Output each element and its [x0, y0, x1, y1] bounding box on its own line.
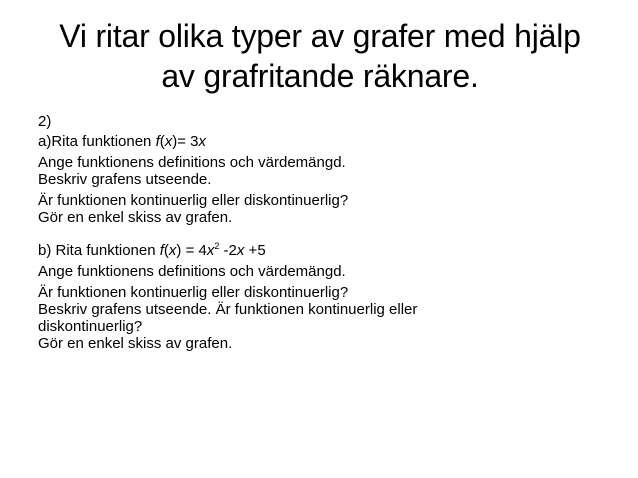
part-a-open: (	[159, 133, 165, 150]
part-b-f: f	[159, 242, 164, 259]
slide-title	[30, 16, 610, 96]
title-line-1: Vi ritar olika typer av grafer med hjälp	[59, 18, 581, 54]
part-b-kontinuerlig: Är funktionen kontinuerlig eller diskontinuerlig?	[38, 284, 349, 301]
part-b-exponent: 2	[214, 241, 220, 251]
part-b-heading	[38, 242, 598, 259]
task-number: 2)	[38, 113, 52, 130]
part-b-diskontinuerlig: diskontinuerlig?	[38, 318, 143, 335]
part-a-skiss: Gör en enkel skiss av grafen.	[38, 209, 233, 226]
part-a-heading	[38, 133, 598, 150]
slide-body	[38, 113, 598, 352]
part-b-prefix: b) Rita funktionen	[38, 242, 160, 259]
part-b-x-squared: x	[206, 242, 215, 259]
part-a-kontinuerlig: Är funktionen kontinuerlig eller diskontinuerlig?	[38, 192, 349, 209]
part-b-plus: +5	[244, 242, 266, 259]
part-a-close: )= 3	[172, 133, 199, 150]
part-b-minus: -2	[219, 242, 237, 259]
part-a-f: f	[155, 133, 160, 150]
part-b-skiss: Gör en enkel skiss av grafen.	[38, 335, 233, 352]
part-a-prefix: a)Rita funktionen	[38, 133, 156, 150]
part-b-ange: Ange funktionens definitions och värdemängd.	[38, 263, 346, 280]
part-b-x: x	[168, 242, 177, 259]
part-a-x: x	[164, 133, 173, 150]
part-b-x-linear: x	[236, 242, 245, 259]
part-b-beskriv: Beskriv grafens utseende. Är funktionen kontinuerlig eller	[38, 301, 418, 318]
part-a-ange: Ange funktionens definitions och värdemängd.	[38, 154, 346, 171]
part-a-beskriv: Beskriv grafens utseende.	[38, 171, 212, 188]
part-a-x2: x	[198, 133, 207, 150]
part-b-eq: ) = 4	[176, 242, 207, 259]
title-line-2: av grafritande räknare.	[161, 58, 479, 94]
part-b-open: (	[163, 242, 169, 259]
